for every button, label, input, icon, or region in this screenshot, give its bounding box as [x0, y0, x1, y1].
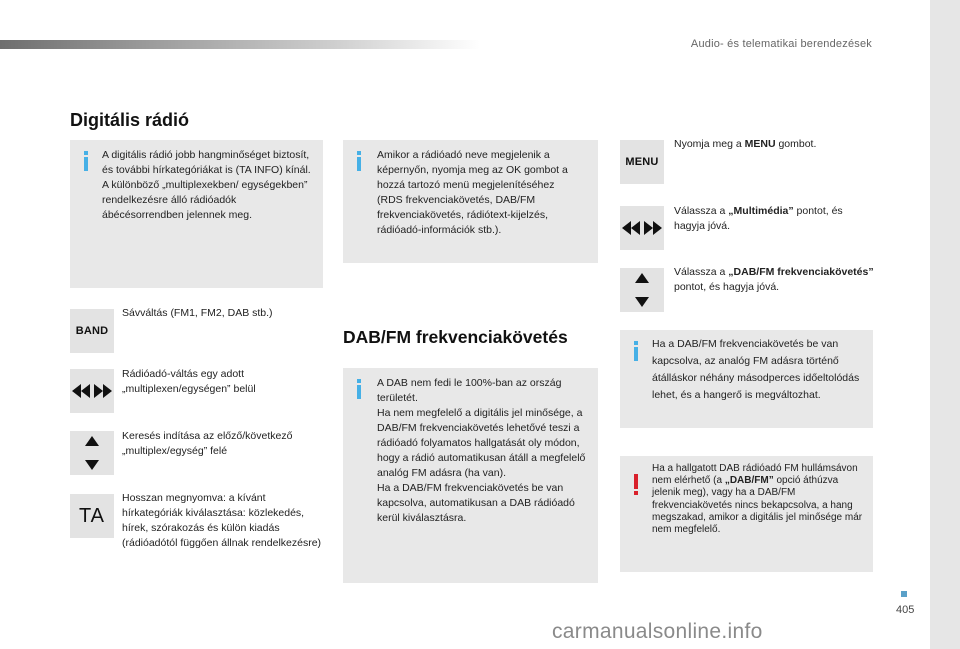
page-number: 405	[896, 604, 915, 616]
info-text: Amikor a rádióadó neve megjelenik a képernyőn, nyomja meg az OK gombot a hozzá tartozó menü megjelenítéséhez (RDS frekvenciakövetés, DAB/FM frekvenciakövetés, rádiótext-kijelzés, rádióadó-információk stb.).	[377, 149, 568, 236]
info-icon	[632, 341, 640, 361]
step-multimedia: Válassza a „Multimédia” pontot, és hagyja jóvá.	[674, 205, 843, 232]
up-down-arrows-icon	[620, 268, 664, 312]
control-description-search: Keresés indítása az előző/következő „multiplex/egység” felé	[122, 430, 293, 457]
menu-button-icon: MENU	[620, 140, 664, 184]
step-menu: Nyomja meg a MENU gombot.	[674, 138, 817, 150]
seek-arrows-icon	[70, 369, 114, 413]
info-box-time-offset	[620, 330, 873, 428]
info-box-ok-menu	[343, 140, 598, 263]
step-dab-fm: Válassza a „DAB/FM frekvenciakövetés” pontot, és hagyja jóvá.	[674, 266, 874, 293]
watermark: carmanualsonline.info	[552, 620, 763, 643]
page-title: Digitális rádió	[70, 110, 190, 130]
header-bar	[0, 40, 480, 49]
band-button-icon: BAND	[70, 309, 114, 353]
info-box-dab-coverage	[343, 368, 598, 583]
info-box-digital-radio	[70, 140, 323, 288]
info-icon	[82, 151, 90, 171]
page-edge-strip	[930, 0, 960, 649]
control-description-seek: Rádióadó-váltás egy adott „multiplexen/egységen” belül	[122, 368, 256, 395]
control-description-ta: Hosszan megnyomva: a kívánt hírkategóriák kiválasztása: közlekedés, hírek, szórakozás és külön kiadás (rádióadótól függően állnak rendelkezésre)	[122, 492, 322, 549]
ta-button-icon: TA	[70, 494, 114, 538]
info-text: Ha a DAB/FM frekvenciakövetés be van kapcsolva, az analóg FM adásra történő átálláskor néhány másodperces időeltolódás lehet, és a hangerő is megváltozhat.	[652, 338, 860, 401]
info-icon	[355, 379, 363, 399]
section-title: DAB/FM frekvenciakövetés	[343, 327, 568, 347]
control-description-band: Sávváltás (FM1, FM2, DAB stb.)	[122, 307, 273, 319]
info-icon	[355, 151, 363, 171]
info-text: A DAB nem fedi le 100%-ban az ország területét. Ha nem megfelelő a digitális jel minősége, a DAB/FM frekvenciakövetés lehetővé teszi a rádióadó folyamatos hallgatását oly módon, hogy a rádió automatikusan átáll a megfelelő analóg FM adásra (ha van). Ha a DAB/FM frekvenciakövetés be van kapcsolva, automatikusan a DAB rádióadó kerül kiválasztásra.	[377, 377, 586, 524]
up-down-arrows-icon	[70, 431, 114, 475]
seek-arrows-icon	[620, 206, 664, 250]
page-marker	[901, 591, 907, 597]
header-title: Audio- és telematikai berendezések	[690, 38, 872, 50]
warning-box	[620, 456, 873, 572]
warning-icon	[632, 474, 640, 496]
info-text: A digitális rádió jobb hangminőséget biztosít, és további hírkategóriákat is (TA INFO) kínál. A különböző „multiplexekben/ egységekben” rendelkezésre álló rádióadók ábécésorrendben jelennek meg.	[102, 149, 311, 221]
warning-text: Ha a hallgatott DAB rádióadó FM hullámsávon nem elérhető (a „DAB/FM” opció áthúzva jelenik meg), vagy ha a DAB/FM frekvenciakövetés nincs bekapcsolva, a hang megszakad, amikor a digitális jel minősége már nem megfelelő.	[652, 463, 863, 536]
